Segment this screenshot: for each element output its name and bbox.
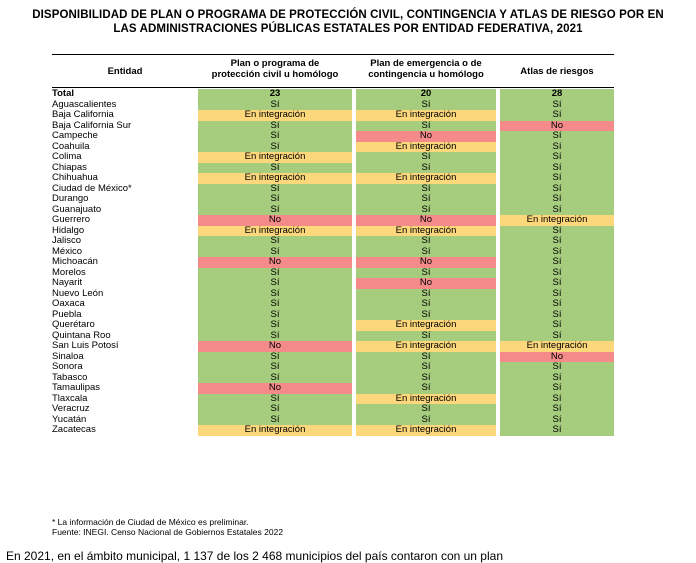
cell-entidad: Colima [52,151,82,162]
cell-atlas: Sí [500,173,614,184]
cell-plan-emergencia: Sí [356,247,496,258]
header-plan-proteccion [198,58,352,80]
table-row [52,415,614,426]
cell-entidad: Tabasco [52,371,88,383]
cell-entidad: Coahuila [52,140,90,152]
cell-plan-emergencia: Sí [356,289,496,300]
table-row [52,425,614,436]
cell-entidad: Sonora [52,361,83,372]
table-row [52,278,614,289]
cell-atlas: Sí [500,383,614,394]
cell-atlas: Sí [500,373,614,384]
cell-entidad: Quintana Roo [52,329,111,341]
table-row [52,100,614,111]
table-top-rule [52,54,614,55]
cell-plan-emergencia: Sí [356,415,496,426]
cell-plan-proteccion: Sí [198,205,352,216]
cell-plan-proteccion: No [198,383,352,394]
cell-atlas: Sí [500,100,614,111]
cell-plan-emergencia: Sí [356,194,496,205]
cell-atlas: Sí [500,331,614,342]
cell-plan-proteccion: En integración [198,110,352,121]
cell-atlas: Sí [500,289,614,300]
cell-plan-emergencia: En integración [356,425,496,436]
cell-plan-proteccion: Sí [198,278,352,289]
header-entidad: Entidad [107,66,143,77]
cell-plan-proteccion: Sí [198,100,352,111]
cell-atlas: Sí [500,152,614,163]
cell-entidad: Nuevo León [52,287,104,299]
table-row [52,362,614,373]
cell-plan-proteccion: En integración [198,173,352,184]
cell-plan-proteccion: Sí [198,247,352,258]
cell-atlas: Sí [500,394,614,405]
cell-plan-proteccion: Sí [198,163,352,174]
table-row [52,257,614,268]
cell-plan-proteccion: Sí [198,299,352,310]
table-row [52,352,614,363]
cell-entidad: Hidalgo [52,224,85,236]
cell-plan-emergencia: Sí [356,383,496,394]
cell-plan-proteccion: En integración [198,152,352,163]
header-atlas: Atlas de riesgos [520,66,594,77]
data-table [52,89,614,436]
cell-atlas: Sí [500,205,614,216]
cell-plan-emergencia: No [356,131,496,142]
header-plan-emergencia [356,58,496,80]
cell-entidad: Nayarit [52,277,83,288]
table-row [52,194,614,205]
table-row [52,131,614,142]
table-row [52,184,614,195]
cell-atlas: Sí [500,278,614,289]
table-row [52,110,614,121]
cell-plan-proteccion: En integración [198,425,352,436]
cell-plan-proteccion: Sí [198,121,352,132]
cell-entidad: Total [52,88,74,99]
cell-entidad: Veracruz [52,403,90,414]
cell-plan-emergencia: Sí [356,331,496,342]
table-row [52,247,614,258]
cell-atlas: Sí [500,268,614,279]
cell-plan-emergencia: Sí [356,362,496,373]
cell-atlas: Sí [500,299,614,310]
cell-entidad: Michoacán [52,256,98,267]
cell-plan-emergencia: 20 [356,89,496,100]
cell-entidad: San Luis Potosí [52,340,119,351]
cell-atlas: No [500,352,614,363]
cell-plan-emergencia: Sí [356,205,496,216]
cell-plan-emergencia: No [356,257,496,268]
cell-entidad: Zacatecas [52,424,96,435]
cell-entidad: Durango [52,193,89,204]
cell-atlas: Sí [500,194,614,205]
cell-atlas: Sí [500,226,614,237]
cell-entidad: Querétaro [52,319,95,330]
table-row [52,341,614,352]
cell-plan-proteccion: Sí [198,362,352,373]
footnote: * La información de Ciudad de México es preliminar. [52,517,249,527]
cell-entidad: Baja California [52,109,114,120]
table-row [52,173,614,184]
cell-atlas: Sí [500,110,614,121]
table-row [52,373,614,384]
cell-plan-emergencia: Sí [356,100,496,111]
cell-plan-proteccion: Sí [198,268,352,279]
cell-plan-proteccion: Sí [198,320,352,331]
cell-entidad: Chiapas [52,161,87,173]
table-row [52,320,614,331]
cell-entidad: Tlaxcala [52,392,88,404]
cell-plan-proteccion: Sí [198,331,352,342]
cell-plan-emergencia: Sí [356,163,496,174]
cell-entidad: Guanajuato [52,203,102,215]
cell-plan-proteccion: Sí [198,289,352,300]
header-plan-emergencia-line2: contingencia u homólogo [368,69,484,80]
cell-plan-emergencia: En integración [356,341,496,352]
cell-atlas: Sí [500,247,614,258]
cell-atlas: Sí [500,320,614,331]
cell-entidad: Jalisco [52,235,82,246]
cell-plan-emergencia: Sí [356,404,496,415]
cell-plan-proteccion: Sí [198,131,352,142]
cell-plan-proteccion: Sí [198,236,352,247]
cell-plan-proteccion: Sí [198,394,352,405]
cell-plan-proteccion: Sí [198,352,352,363]
cell-atlas: Sí [500,362,614,373]
cell-entidad: Aguascalientes [52,98,117,110]
cell-atlas: No [500,121,614,132]
header-plan-proteccion-line2: protección civil u homólogo [211,69,339,80]
cell-atlas: Sí [500,131,614,142]
cell-entidad: Tamaulipas [52,382,101,393]
cell-plan-emergencia: Sí [356,373,496,384]
cell-entidad: Puebla [52,308,82,320]
header-plan-proteccion-line1: Plan o programa de [230,58,320,69]
cell-plan-emergencia: En integración [356,320,496,331]
cell-plan-emergencia: En integración [356,173,496,184]
cell-plan-emergencia: En integración [356,110,496,121]
total-row [52,89,614,100]
cell-atlas: Sí [500,236,614,247]
cell-plan-emergencia: No [356,215,496,226]
table-row [52,299,614,310]
cell-plan-emergencia: Sí [356,310,496,321]
cell-plan-emergencia: Sí [356,152,496,163]
cell-plan-emergencia: En integración [356,142,496,153]
table-row [52,226,614,237]
cell-plan-emergencia: Sí [356,236,496,247]
document-title [0,8,696,36]
cell-plan-proteccion: 23 [198,89,352,100]
cell-plan-proteccion: Sí [198,310,352,321]
cell-plan-proteccion: No [198,257,352,268]
cell-entidad: Guerrero [52,214,91,225]
cell-plan-proteccion: No [198,215,352,226]
table-row [52,383,614,394]
table-row [52,394,614,405]
cell-atlas: Sí [500,425,614,436]
cell-atlas: Sí [500,163,614,174]
table-row [52,121,614,132]
cell-entidad: Oaxaca [52,298,85,309]
cell-atlas: Sí [500,257,614,268]
header-plan-emergencia-line1: Plan de emergencia o de [370,58,482,69]
cell-plan-emergencia: Sí [356,268,496,279]
cell-atlas: Sí [500,142,614,153]
cell-entidad: Morelos [52,266,86,278]
cell-plan-emergencia: No [356,278,496,289]
cell-plan-emergencia: Sí [356,299,496,310]
cell-entidad: Ciudad de México* [52,182,132,194]
cell-plan-proteccion: Sí [198,404,352,415]
table-row [52,215,614,226]
cell-entidad: Baja California Sur [52,119,132,131]
cell-atlas: Sí [500,415,614,426]
title-line-1: DISPONIBILIDAD DE PLAN O PROGRAMA DE PROTECCIÓN CIVIL, CONTINGENCIA Y ATLAS DE RIESGO POR EN [32,9,664,21]
cell-atlas: En integración [500,341,614,352]
table-row [52,236,614,247]
table-row [52,152,614,163]
cell-plan-proteccion: En integración [198,226,352,237]
cell-plan-emergencia: Sí [356,352,496,363]
table-row [52,142,614,153]
cell-plan-emergencia: En integración [356,226,496,237]
cell-entidad: Chihuahua [52,172,98,183]
table-notes [52,517,283,537]
cell-atlas: En integración [500,215,614,226]
cell-plan-proteccion: Sí [198,142,352,153]
cell-plan-proteccion: Sí [198,194,352,205]
table-row [52,404,614,415]
table-body [52,89,614,436]
cell-entidad: México [52,245,83,257]
cell-plan-emergencia: Sí [356,184,496,195]
table-row [52,163,614,174]
title-line-2: LAS ADMINISTRACIONES PÚBLICAS ESTATALES POR ENTIDAD FEDERATIVA, 2021 [113,23,583,35]
cell-entidad: Sinaloa [52,350,84,362]
cell-atlas: Sí [500,310,614,321]
cell-plan-proteccion: Sí [198,415,352,426]
cell-plan-proteccion: Sí [198,184,352,195]
source-note: Fuente: INEGI. Censo Nacional de Gobiernos Estatales 2022 [52,527,284,537]
cell-entidad: Yucatán [52,413,87,425]
body-paragraph: En 2021, en el ámbito municipal, 1 137 de los 2 468 municipios del país contaron con un plan [6,549,503,563]
header-bottom-rule [52,87,614,88]
table-row [52,310,614,321]
cell-atlas: Sí [500,184,614,195]
cell-plan-emergencia: Sí [356,121,496,132]
table-row [52,289,614,300]
cell-plan-proteccion: Sí [198,373,352,384]
cell-entidad: Campeche [52,130,98,141]
cell-atlas: 28 [500,89,614,100]
cell-plan-emergencia: En integración [356,394,496,405]
cell-plan-proteccion: No [198,341,352,352]
cell-atlas: Sí [500,404,614,415]
table-row [52,268,614,279]
